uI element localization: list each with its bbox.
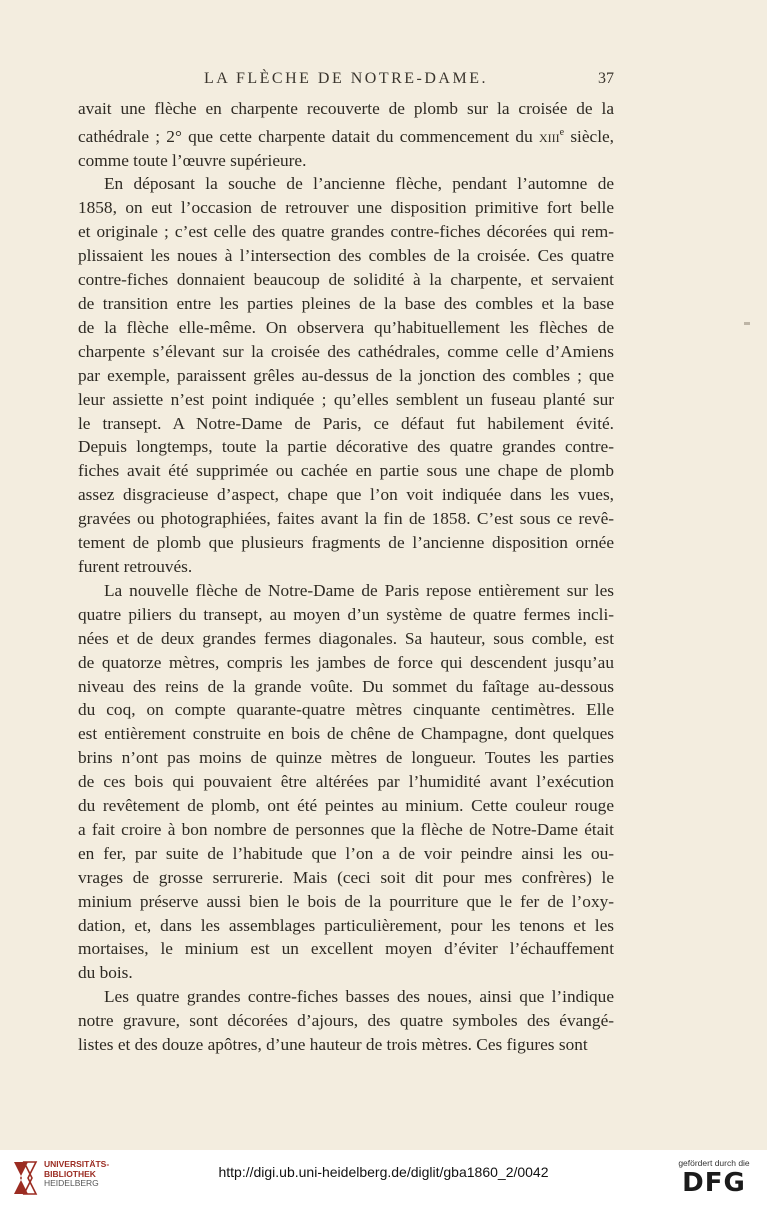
- body-text: [78, 97, 614, 1057]
- text-line: quatre piliers du transept, au moyen d’un système de quatre fermes incli-: [78, 604, 614, 624]
- text-line: comme toute l’œuvre supérieure.: [78, 150, 307, 170]
- text-line: du bois.: [78, 963, 133, 983]
- text-line: le transept. A Notre-Dame de Paris, ce défaut fut habilement évité.: [78, 413, 614, 433]
- text-line: Les quatre grandes contre-fiches basses des noues, ainsi que l’indique: [104, 987, 614, 1007]
- paragraph: [78, 985, 614, 1057]
- text-line: niveau des reins de la grande voûte. Du sommet du faîtage au-dessous: [78, 676, 614, 696]
- text-line: contre-fiches donnaient beaucoup de solidité à la charpente, et servaient: [78, 270, 614, 290]
- text-line: plissaient les noues à l’intersection des combles de la croisée. Ces quatre: [78, 246, 614, 266]
- text-line: dation, et, dans les assemblages particulièrement, pour les tenons et les: [78, 915, 614, 935]
- footer-bar: [0, 1150, 767, 1206]
- text-line: et originale ; c’est celle des quatre grandes contre-fiches décorées qui rem-: [78, 222, 614, 242]
- paragraph: [78, 579, 614, 985]
- paragraph: [78, 172, 614, 578]
- text-line: assez disgracieuse d’aspect, chape que l’on voit indiquée dans les vues,: [78, 485, 614, 505]
- text-line: charpente s’élevant sur la croisée des cathédrales, comme celle d’Amiens: [78, 341, 614, 361]
- text-line: notre gravure, sont décorées d’ajours, des quatre symboles des évangé-: [78, 1011, 614, 1031]
- text-line: brins n’ont pas moins de quinze mètres de longueur. Toutes les parties: [78, 748, 614, 768]
- text-line: en fer, par suite de l’habitude que l’on a de voir peindre ainsi les ou-: [78, 843, 614, 863]
- text-line: cathédrale ; 2° que cette charpente datait du commencement du xiii$^e$ siècle,: [78, 126, 614, 146]
- text-line: En déposant la souche de l’ancienne flèche, pendant l’automne de: [104, 174, 614, 194]
- text-line: de ces bois qui pouvaient être altérées par l’humidité avant l’exécution: [78, 772, 614, 792]
- text-line: est entièrement construite en bois de chêne de Champagne, dont quelques: [78, 724, 614, 744]
- running-title: LA FLÈCHE DE NOTRE-DAME.: [204, 70, 488, 87]
- page-number: 37: [598, 70, 614, 87]
- dfg-logo-icon: DFG: [682, 1168, 746, 1198]
- text-line: de transition entre les parties pleines de la base des combles et la base: [78, 294, 614, 314]
- margin-mark: [744, 322, 750, 325]
- text-line: furent retrouvés.: [78, 556, 193, 576]
- permalink-url[interactable]: http://digi.ub.uni-heidelberg.de/diglit/gba1860_2/0042: [218, 1164, 549, 1180]
- text-line: 1858, on eut l’occasion de retrouver une disposition primitive fort belle: [78, 198, 614, 218]
- text-line: par exemple, paraissent grêles au-dessus de la jonction des combles ; que: [78, 365, 614, 385]
- text-line: nées et de deux grandes fermes diagonales. Sa hauteur, sous comble, est: [78, 628, 614, 648]
- text-line: La nouvelle flèche de Notre-Dame de Paris repose entièrement sur les: [104, 580, 614, 600]
- text-line: leur assiette n’est point indiquée ; qu’elles semblent un fuseau planté sur: [78, 389, 614, 409]
- text-line: gravées ou photographiées, faites avant la fin de 1858. C’est sous ce revê-: [78, 509, 614, 529]
- library-line: UNIVERSITÄTS-: [44, 1159, 110, 1169]
- text-line: listes et des douze apôtres, d’une hauteur de trois mètres. Ces figures sont: [78, 1035, 588, 1055]
- text-line: Depuis longtemps, toute la partie décorative des quatre grandes contre-: [78, 437, 614, 457]
- text-line: fiches avait été supprimée ou cachée en partie sous une chape de plomb: [78, 461, 614, 481]
- text-line: minium préserve aussi bien le bois de la pourriture que le fer de l’oxy-: [78, 891, 614, 911]
- text-line: de la flèche elle-même. On observera qu’habituellement les flèches de: [78, 317, 614, 337]
- paragraph: [78, 97, 614, 172]
- text-line: vrages de grosse serrurerie. Mais (ceci soit dit pour mes confrères) le: [78, 867, 614, 887]
- text-line: a fait croire à bon nombre de personnes que la flèche de Notre-Dame était: [78, 819, 614, 839]
- text-line: du coq, on compte quarante-quatre mètres cinquante centimètres. Elle: [78, 700, 614, 720]
- funder-block: [669, 1158, 759, 1198]
- text-line: de quatorze mètres, compris les jambes de force qui descendent jusqu’au: [78, 652, 614, 672]
- text-line: tement de plomb que plusieurs fragments de l’ancienne disposition ornée: [78, 533, 614, 553]
- running-head: [78, 70, 614, 92]
- text-line: avait une flèche en charpente recouverte de plomb sur la croisée de la: [78, 99, 614, 118]
- library-line: HEIDELBERG: [44, 1178, 99, 1188]
- text-line: du revêtement de plomb, ont été peintes au minium. Cette couleur rouge: [78, 796, 614, 816]
- text-line: mortaises, le minium est un excellent moyen d’éviter l’échauffement: [78, 939, 614, 959]
- funded-label: gefördert durch die: [678, 1158, 750, 1168]
- library-line: BIBLIOTHEK: [44, 1168, 96, 1179]
